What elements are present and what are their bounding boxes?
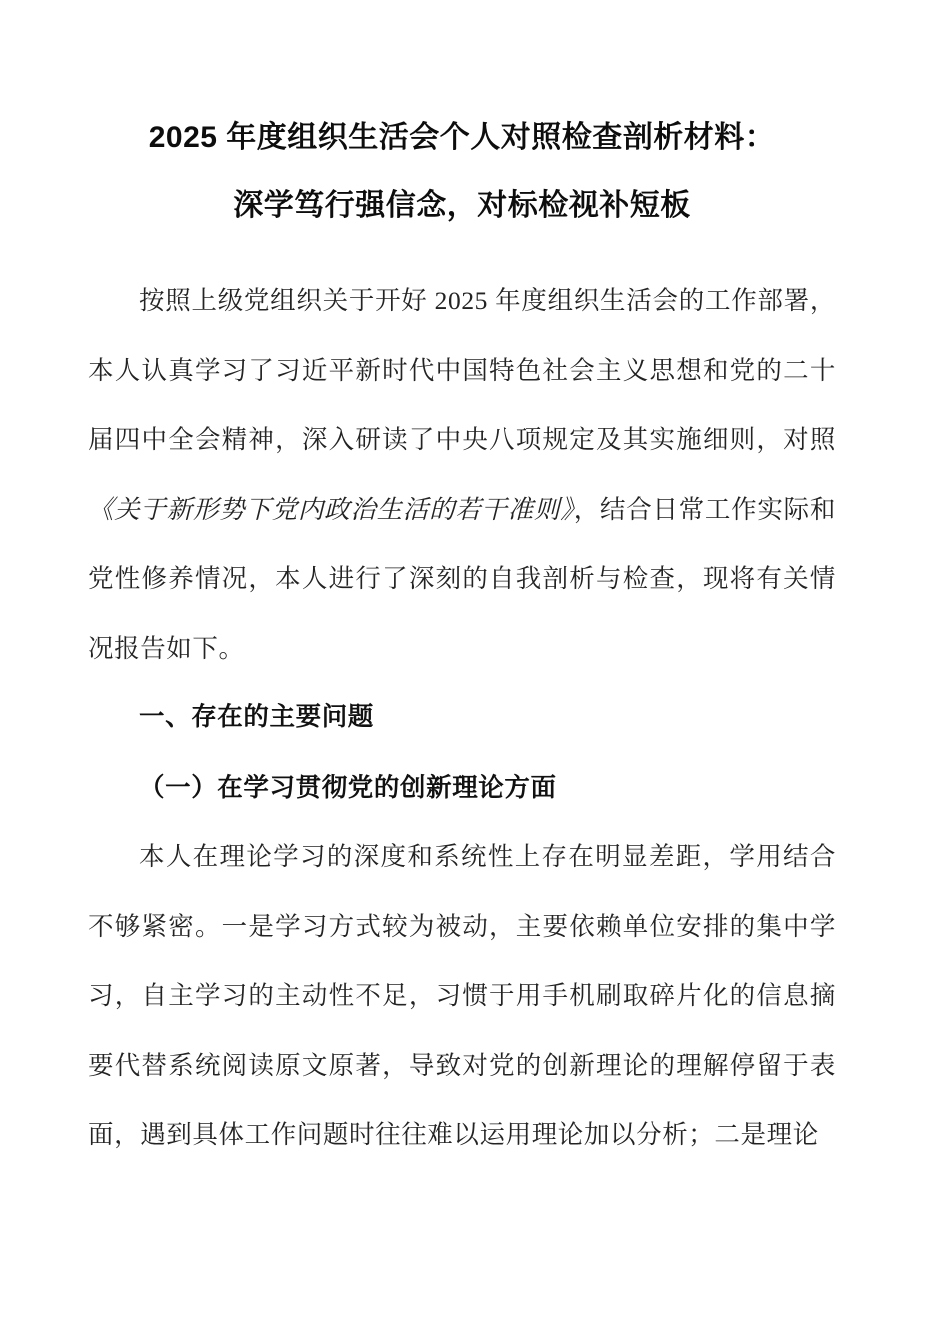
document-title-line-2: 深学笃行强信念，对标检视补短板 — [233, 189, 691, 222]
intro-text-after-quote: ，结合日常工作实际和党性修养情况，本人进行了深刻的自我剖析与检查，现将有关情况报告如下。 — [88, 494, 836, 663]
subsection-heading-theory-study: （一）在学习贯彻党的创新理论方面 — [139, 772, 557, 802]
quoted-regulation-title: 《关于新形势下党内政治生活的若干准则》 — [88, 494, 574, 524]
document-content — [88, 0, 836, 1170]
intro-text-before-quote: 按照上级党组织关于开好 2025 年度组织生活会的工作部署，本人认真学习了习近平新时代中国特色社会主义思想和党的二十届四中全会精神，深入研读了中央八项规定及其实施细则，对照 — [88, 286, 836, 454]
title-body-spacer — [88, 240, 836, 242]
section-heading-main-problems: 一、存在的主要问题 — [139, 703, 374, 731]
document-title-line-1: 2025 年度组织生活会个人对照检查剖析材料： — [148, 121, 776, 154]
intro-paragraph — [88, 266, 836, 683]
section-paragraph-theory-study: 本人在理论学习的深度和系统性上存在明显差距，学用结合不够紧密。一是学习方式较为被动，主要依赖单位安排的集中学习，自主学习的主动性不足，习惯于用手机刷取碎片化的信息摘要代替系统阅读原文原著，导致对党的创新理论的理解停留于表面，遇到具体工作问题时往往难以运用理论加以分析；二是理论 — [88, 842, 836, 1149]
